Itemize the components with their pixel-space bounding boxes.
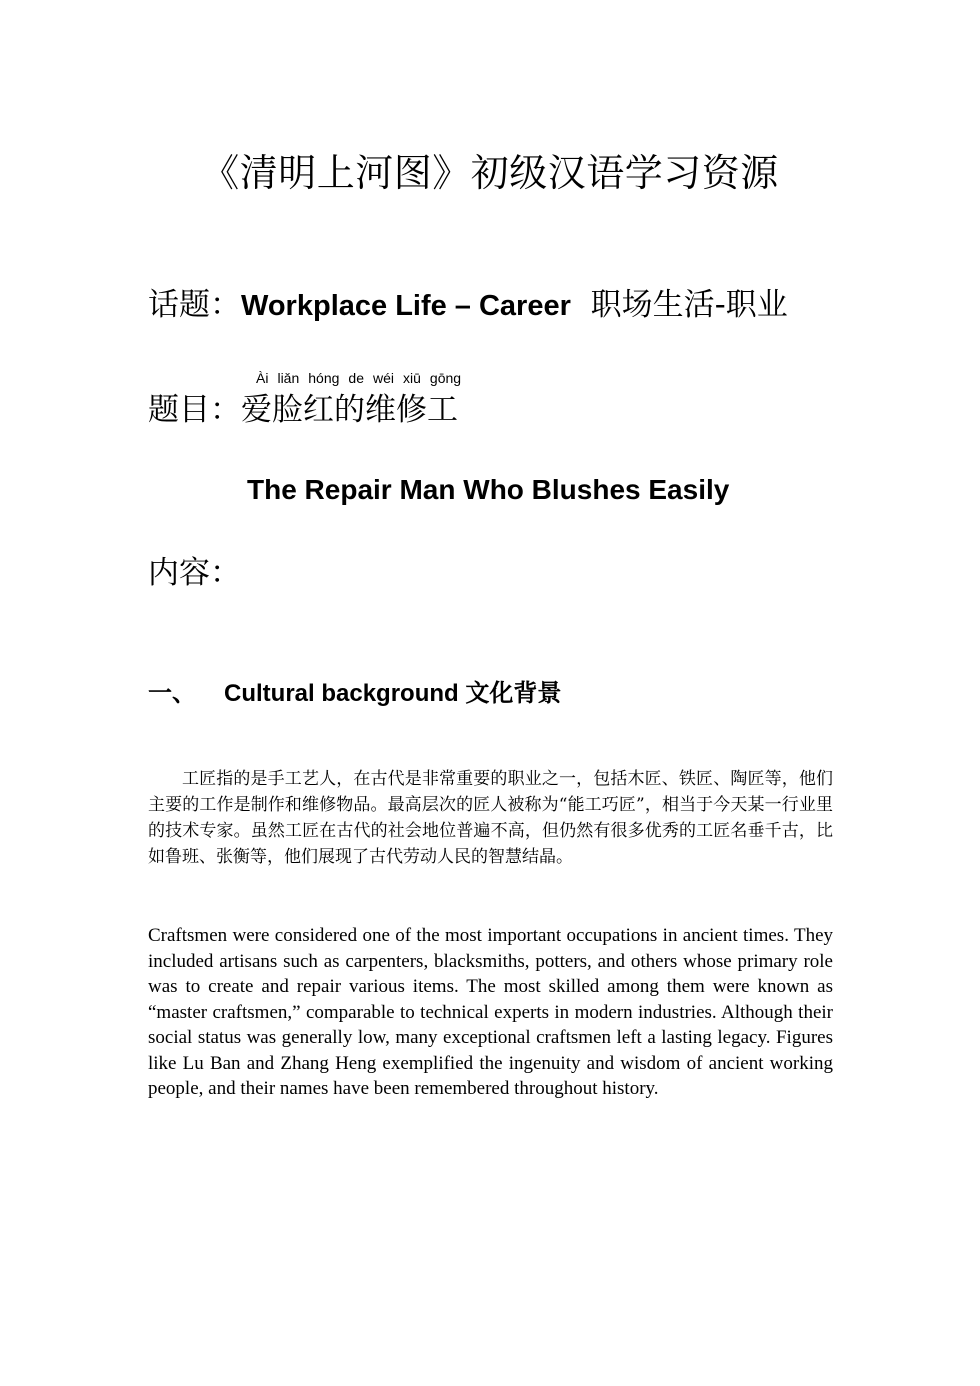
pinyin-syllable: de bbox=[348, 370, 364, 386]
topic-label: 话题： bbox=[148, 287, 241, 323]
pinyin-syllable: liǎn bbox=[277, 370, 300, 386]
pinyin-syllable: xiū bbox=[403, 370, 421, 386]
chinese-paragraph: 工匠指的是手工艺人，在古代是非常重要的职业之一，包括木匠、铁匠、陶匠等，他们主要的工作是制作和维修物品。最高层次的匠人被称为“能工巧匠”，相当于今天某一行业里的技术专家。虽然工匠在古代的社会地位普遍不高，但仍然有很多优秀的工匠名垂千古，比如鲁班、张衡等，他们展现了古代劳动人民的智慧结晶。 bbox=[148, 769, 833, 867]
subject-line bbox=[148, 385, 458, 435]
topic-chinese: 职场生活-职业 bbox=[590, 287, 788, 323]
subject-chinese: 爱脸红的维修工 bbox=[241, 392, 458, 428]
section-title: Cultural background 文化背景 bbox=[224, 680, 562, 707]
english-paragraph: Craftsmen were considered one of the most important occupations in ancient times. They included artisans such as carpenters, blacksmiths, potters, and others whose primary role was to create and repair various items. The most skilled among them were known as “master craftsmen,” comparable to technical experts in modern industries. Although their social status was generally low, many exceptional craftsmen left a lasting legacy. Figures like Lu Ban and Zhang Heng exemplified the ingenuity and wisdom of ancient working people, and their names have been remembered throughout history. bbox=[148, 925, 833, 1099]
subject-english-title: The Repair Man Who Blushes Easily bbox=[247, 474, 730, 505]
pinyin-syllable: wéi bbox=[372, 370, 394, 386]
pinyin-syllable: gōng bbox=[429, 370, 462, 386]
document-title: 《清明上河图》初级汉语学习资源 bbox=[201, 151, 779, 195]
pinyin-syllable: Ài bbox=[256, 370, 269, 386]
content-label: 内容： bbox=[148, 555, 241, 591]
section-number: 一、 bbox=[148, 680, 196, 707]
subject-label: 题目： bbox=[148, 392, 241, 428]
section-heading bbox=[148, 674, 561, 714]
topic-english: Workplace Life – Career bbox=[241, 290, 571, 322]
topic-line bbox=[148, 280, 788, 331]
pinyin-syllable: hóng bbox=[308, 370, 340, 386]
